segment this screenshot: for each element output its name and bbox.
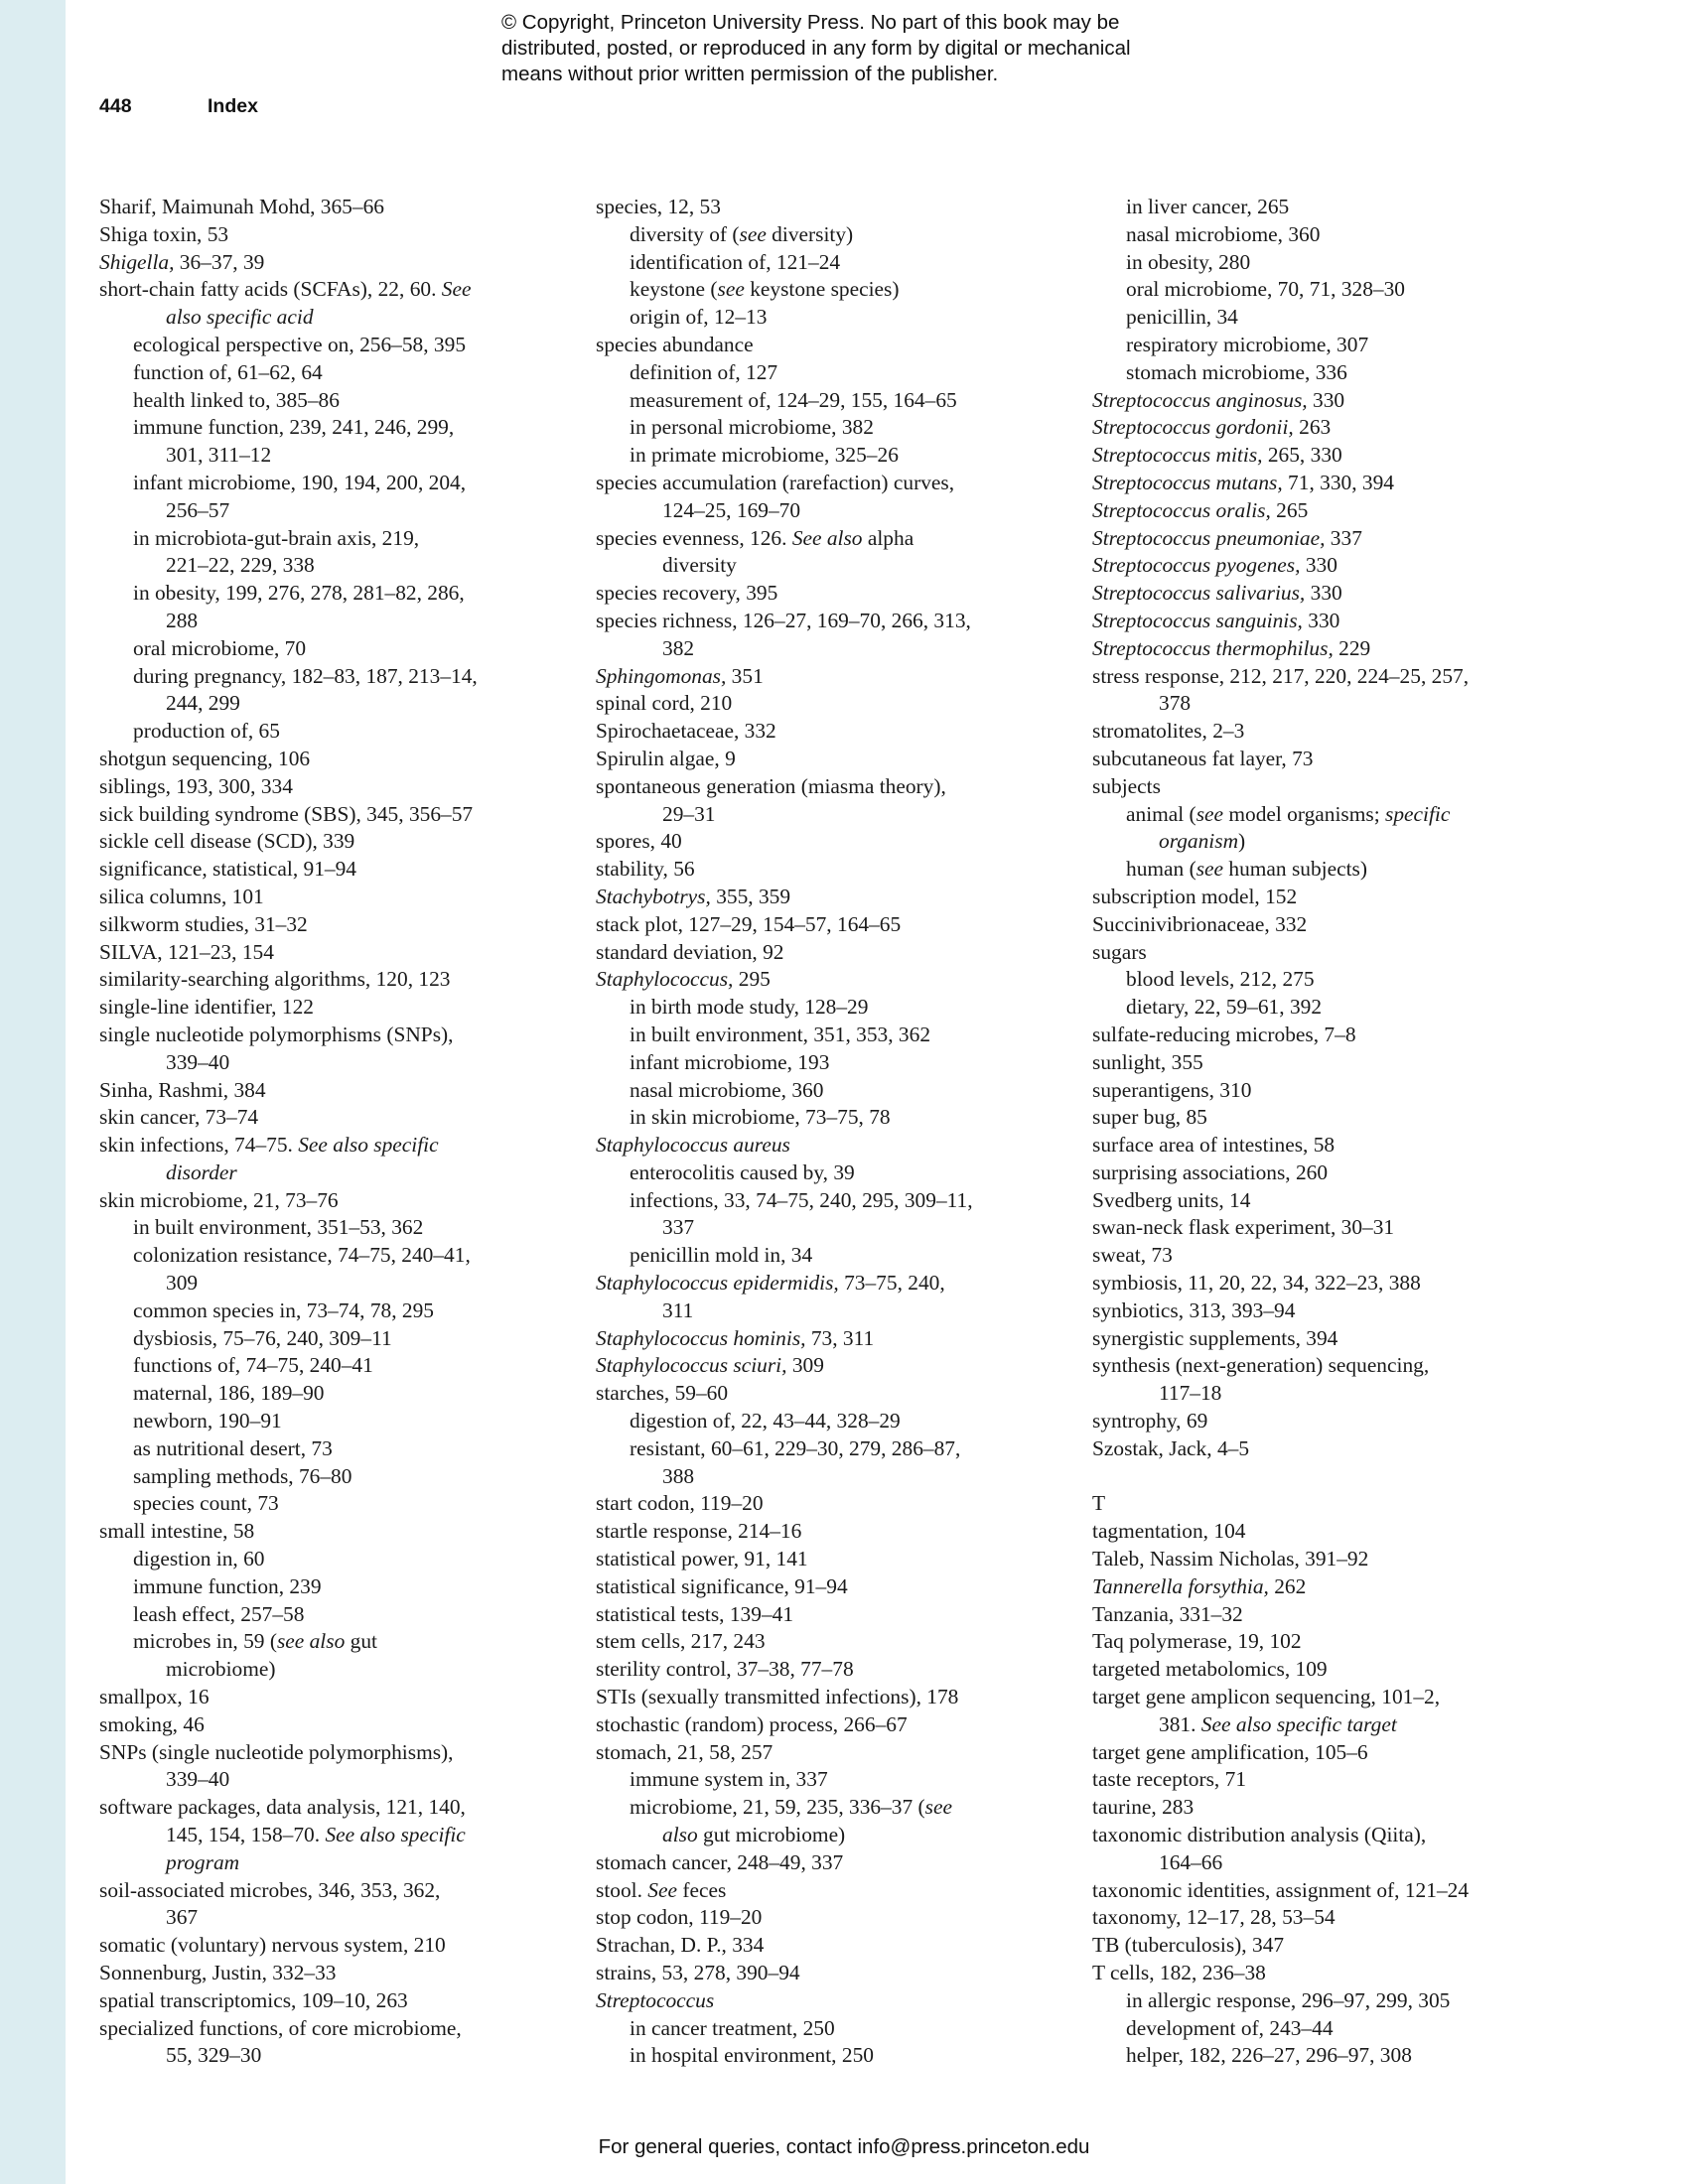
- blank-line: [1092, 1463, 1609, 1491]
- index-entry: stomach, 21, 58, 257: [596, 1739, 774, 1764]
- page-side-strip: [0, 0, 66, 2184]
- copyright-line: distributed, posted, or reproduced in any form by digital or mechanical: [501, 37, 1131, 60]
- index-continuation: 145, 154, 158–70. See also specific: [166, 1823, 466, 1847]
- index-subentry: in microbiota-gut-brain axis, 219,: [133, 525, 420, 550]
- index-subentry: digestion of, 22, 43–44, 328–29: [630, 1409, 901, 1433]
- index-continuation: 382: [662, 635, 695, 660]
- index-entry: Sonnenburg, Justin, 332–33: [99, 1961, 337, 1984]
- index-subentry: in built environment, 351–53, 362: [133, 1215, 424, 1240]
- index-entry: Taq polymerase, 19, 102: [1092, 1629, 1302, 1654]
- index-entry: Staphylococcus, 295: [596, 967, 771, 992]
- index-entry: smoking, 46: [99, 1711, 205, 1736]
- index-entry: Svedberg units, 14: [1092, 1187, 1251, 1212]
- index-entry: sick building syndrome (SBS), 345, 356–57: [99, 801, 474, 826]
- section-title: Index: [208, 95, 258, 117]
- index-entry: surprising associations, 260: [1092, 1160, 1329, 1184]
- copyright-notice: [501, 10, 1256, 87]
- index-entry: Streptococcus mitis, 265, 330: [1092, 443, 1342, 468]
- index-entry: Shigella, 36–37, 39: [99, 249, 265, 274]
- index-subentry: penicillin mold in, 34: [630, 1243, 813, 1268]
- index-entry: skin infections, 74–75. See also specific: [99, 1133, 439, 1158]
- index-entry: stability, 56: [596, 857, 695, 882]
- copyright-line: means without prior written permission of the publisher.: [501, 63, 999, 85]
- index-entry: spontaneous generation (miasma theory),: [596, 773, 946, 798]
- index-entry: species richness, 126–27, 169–70, 266, 313,: [596, 608, 971, 632]
- index-entry: statistical significance, 91–94: [596, 1573, 848, 1598]
- index-entry: Taleb, Nassim Nicholas, 391–92: [1092, 1547, 1369, 1571]
- index-continuation: 256–57: [166, 497, 230, 522]
- index-entry: Tanzania, 331–32: [1092, 1601, 1243, 1626]
- index-entry: single-line identifier, 122: [99, 995, 314, 1020]
- index-subentry: function of, 61–62, 64: [133, 359, 323, 384]
- index-column-3: [1092, 194, 1609, 2070]
- footer-note: [0, 2135, 1688, 2159]
- index-entry: Streptococcus anginosus, 330: [1092, 387, 1345, 412]
- index-entry: siblings, 193, 300, 334: [99, 773, 293, 798]
- index-entry: Streptococcus: [596, 1987, 715, 2012]
- index-continuation: program: [166, 1849, 240, 1874]
- running-head: [99, 95, 258, 118]
- index-continuation: 301, 311–12: [166, 443, 272, 468]
- index-entry: Streptococcus mutans, 71, 330, 394: [1092, 470, 1395, 494]
- index-entry: strains, 53, 278, 390–94: [596, 1961, 800, 1984]
- index-entry: smallpox, 16: [99, 1685, 210, 1709]
- index-subentry: respiratory microbiome, 307: [1126, 332, 1369, 356]
- index-entry: silica columns, 101: [99, 884, 264, 908]
- index-entry: single nucleotide polymorphisms (SNPs),: [99, 1022, 454, 1046]
- index-entry: subcutaneous fat layer, 73: [1092, 746, 1314, 770]
- index-subentry: microbes in, 59 (see also gut: [133, 1629, 377, 1654]
- index-subentry: oral microbiome, 70, 71, 328–30: [1126, 277, 1406, 302]
- index-entry: taxonomy, 12–17, 28, 53–54: [1092, 1905, 1336, 1930]
- index-continuation: 339–40: [166, 1049, 230, 1074]
- index-entry: Streptococcus oralis, 265: [1092, 497, 1309, 522]
- index-entry: super bug, 85: [1092, 1105, 1207, 1130]
- index-continuation: 378: [1159, 691, 1192, 716]
- page-number: 448: [99, 95, 132, 117]
- index-column-1: [99, 194, 616, 2070]
- index-entry: Strachan, D. P., 334: [596, 1933, 765, 1958]
- index-entry: somatic (voluntary) nervous system, 210: [99, 1933, 446, 1958]
- index-entry: Staphylococcus epidermidis, 73–75, 240,: [596, 1271, 945, 1296]
- index-entry: superantigens, 310: [1092, 1077, 1252, 1102]
- index-entry: statistical tests, 139–41: [596, 1601, 794, 1626]
- index-subentry: nasal microbiome, 360: [1126, 221, 1321, 246]
- index-subentry: oral microbiome, 70: [133, 635, 307, 660]
- copyright-line: © Copyright, Princeton University Press. No part of this book may be: [501, 11, 1120, 34]
- index-continuation: 367: [166, 1905, 199, 1930]
- index-entry: syntrophy, 69: [1092, 1409, 1208, 1433]
- index-entry: silkworm studies, 31–32: [99, 911, 308, 936]
- index-entry: SILVA, 121–23, 154: [99, 939, 274, 964]
- index-entry: Streptococcus pneumoniae, 337: [1092, 525, 1362, 550]
- index-subentry: colonization resistance, 74–75, 240–41,: [133, 1243, 471, 1268]
- index-entry: Stachybotrys, 355, 359: [596, 884, 791, 908]
- index-entry: STIs (sexually transmitted infections), 178: [596, 1685, 959, 1709]
- index-entry: species accumulation (rarefaction) curves,: [596, 470, 955, 494]
- index-subentry: in obesity, 199, 276, 278, 281–82, 286,: [133, 581, 465, 606]
- index-entry: sugars: [1092, 939, 1147, 964]
- index-entry: specialized functions, of core microbiome,: [99, 2015, 462, 2040]
- index-entry: statistical power, 91, 141: [596, 1547, 808, 1571]
- index-subentry: health linked to, 385–86: [133, 387, 340, 412]
- index-subentry: newborn, 190–91: [133, 1409, 282, 1433]
- index-entry: startle response, 214–16: [596, 1519, 802, 1544]
- index-subentry: in cancer treatment, 250: [630, 2015, 835, 2040]
- index-entry: spatial transcriptomics, 109–10, 263: [99, 1987, 408, 2012]
- index-entry: synbiotics, 313, 393–94: [1092, 1297, 1296, 1322]
- index-entry: Szostak, Jack, 4–5: [1092, 1435, 1250, 1460]
- index-subentry: origin of, 12–13: [630, 305, 768, 330]
- index-subentry: infant microbiome, 193: [630, 1049, 830, 1074]
- index-subentry: in personal microbiome, 382: [630, 415, 874, 440]
- index-entry: surface area of intestines, 58: [1092, 1133, 1336, 1158]
- index-continuation: also gut microbiome): [662, 1823, 846, 1847]
- index-subentry: species count, 73: [133, 1491, 279, 1516]
- index-subentry: identification of, 121–24: [630, 249, 841, 274]
- index-entry: SNPs (single nucleotide polymorphisms),: [99, 1739, 454, 1764]
- index-continuation: microbiome): [166, 1657, 276, 1682]
- index-continuation: 221–22, 229, 338: [166, 553, 315, 578]
- index-continuation: diversity: [662, 553, 737, 578]
- index-entry: Staphylococcus hominis, 73, 311: [596, 1325, 875, 1350]
- index-subentry: functions of, 74–75, 240–41: [133, 1353, 373, 1378]
- index-continuation: 311: [662, 1297, 694, 1322]
- index-continuation: 164–66: [1159, 1849, 1223, 1874]
- index-entry: taxonomic identities, assignment of, 121–24: [1092, 1877, 1470, 1902]
- index-entry: species evenness, 126. See also alpha: [596, 525, 914, 550]
- index-entry: Streptococcus sanguinis, 330: [1092, 608, 1340, 632]
- index-entry: Streptococcus pyogenes, 330: [1092, 553, 1337, 578]
- index-entry: Sinha, Rashmi, 384: [99, 1077, 266, 1102]
- index-entry: taxonomic distribution analysis (Qiita),: [1092, 1823, 1427, 1847]
- index-entry: species abundance: [596, 332, 754, 356]
- index-entry: soil-associated microbes, 346, 353, 362,: [99, 1877, 441, 1902]
- index-subentry: maternal, 186, 189–90: [133, 1381, 325, 1406]
- index-entry: significance, statistical, 91–94: [99, 857, 356, 882]
- index-subentry: resistant, 60–61, 229–30, 279, 286–87,: [630, 1435, 961, 1460]
- index-entry: stochastic (random) process, 266–67: [596, 1711, 908, 1736]
- index-entry: shotgun sequencing, 106: [99, 746, 311, 770]
- index-subentry: infections, 33, 74–75, 240, 295, 309–11,: [630, 1187, 973, 1212]
- index-continuation: disorder: [166, 1160, 237, 1184]
- index-continuation: organism): [1159, 829, 1246, 854]
- index-subentry: in birth mode study, 128–29: [630, 995, 869, 1020]
- index-subentry: in liver cancer, 265: [1126, 195, 1290, 218]
- index-entry: short-chain fatty acids (SCFAs), 22, 60. See: [99, 277, 472, 302]
- index-continuation: also specific acid: [166, 305, 314, 330]
- index-subentry: in hospital environment, 250: [630, 2043, 874, 2068]
- index-entry: start codon, 119–20: [596, 1491, 764, 1516]
- index-continuation: 388: [662, 1463, 695, 1488]
- index-subentry: sampling methods, 76–80: [133, 1463, 352, 1488]
- index-subentry: ecological perspective on, 256–58, 395: [133, 332, 467, 356]
- index-entry: Staphylococcus aureus: [596, 1133, 790, 1158]
- index-entry: subscription model, 152: [1092, 884, 1298, 908]
- index-entry: taste receptors, 71: [1092, 1767, 1247, 1792]
- index-entry: sterility control, 37–38, 77–78: [596, 1657, 854, 1682]
- index-subentry: helper, 182, 226–27, 296–97, 308: [1126, 2043, 1412, 2068]
- index-subentry: enterocolitis caused by, 39: [630, 1160, 855, 1184]
- index-subentry: in primate microbiome, 325–26: [630, 443, 899, 468]
- index-subentry: immune function, 239, 241, 246, 299,: [133, 415, 455, 440]
- index-entry: Tannerella forsythia, 262: [1092, 1573, 1307, 1598]
- index-entry: symbiosis, 11, 20, 22, 34, 322–23, 388: [1092, 1271, 1421, 1296]
- index-entry: Streptococcus gordonii, 263: [1092, 415, 1332, 440]
- index-entry: stem cells, 217, 243: [596, 1629, 766, 1654]
- index-entry: TB (tuberculosis), 347: [1092, 1933, 1285, 1958]
- index-entry: subjects: [1092, 773, 1161, 798]
- index-entry: stool. See feces: [596, 1877, 727, 1902]
- index-continuation: 339–40: [166, 1767, 230, 1792]
- index-entry: sweat, 73: [1092, 1243, 1173, 1268]
- index-continuation: 55, 329–30: [166, 2043, 262, 2068]
- index-entry: Spirulin algae, 9: [596, 746, 736, 770]
- index-entry: sulfate-reducing microbes, 7–8: [1092, 1022, 1356, 1046]
- index-subentry: in built environment, 351, 353, 362: [630, 1022, 931, 1046]
- index-subentry: penicillin, 34: [1126, 305, 1238, 330]
- index-subentry: nasal microbiome, 360: [630, 1077, 824, 1102]
- index-subentry: measurement of, 124–29, 155, 164–65: [630, 387, 957, 412]
- index-entry: spinal cord, 210: [596, 691, 733, 716]
- index-entry: Sphingomonas, 351: [596, 663, 764, 688]
- index-subentry: common species in, 73–74, 78, 295: [133, 1297, 434, 1322]
- index-entry: sickle cell disease (SCD), 339: [99, 829, 355, 854]
- index-entry: skin microbiome, 21, 73–76: [99, 1187, 339, 1212]
- index-continuation: 244, 299: [166, 691, 240, 716]
- index-entry: taurine, 283: [1092, 1795, 1195, 1820]
- index-subentry: leash effect, 257–58: [133, 1601, 305, 1626]
- index-entry: species recovery, 395: [596, 581, 778, 606]
- index-subentry: immune function, 239: [133, 1573, 322, 1598]
- index-continuation: 337: [662, 1215, 695, 1240]
- index-entry: swan-neck flask experiment, 30–31: [1092, 1215, 1395, 1240]
- footer-text: For general queries, contact info@press.princeton.edu: [598, 2135, 1090, 2158]
- index-subentry: in allergic response, 296–97, 299, 305: [1126, 1987, 1451, 2012]
- index-subentry: stomach microbiome, 336: [1126, 359, 1347, 384]
- index-subentry: diversity of (see diversity): [630, 221, 854, 246]
- index-entry: Sharif, Maimunah Mohd, 365–66: [99, 195, 384, 218]
- index-entry: software packages, data analysis, 121, 140,: [99, 1795, 466, 1820]
- index-subentry: digestion in, 60: [133, 1547, 265, 1571]
- index-entry: target gene amplification, 105–6: [1092, 1739, 1368, 1764]
- index-entry: species, 12, 53: [596, 195, 721, 218]
- index-entry: Streptococcus thermophilus, 229: [1092, 635, 1371, 660]
- index-entry: tagmentation, 104: [1092, 1519, 1246, 1544]
- index-entry: sunlight, 355: [1092, 1049, 1203, 1074]
- index-entry: stack plot, 127–29, 154–57, 164–65: [596, 911, 902, 936]
- index-entry: target gene amplicon sequencing, 101–2,: [1092, 1685, 1441, 1709]
- index-entry: targeted metabolomics, 109: [1092, 1657, 1328, 1682]
- index-subentry: development of, 243–44: [1126, 2015, 1334, 2040]
- index-subentry: microbiome, 21, 59, 235, 336–37 (see: [630, 1795, 952, 1820]
- index-entry: synthesis (next-generation) sequencing,: [1092, 1353, 1430, 1378]
- index-entry: stop codon, 119–20: [596, 1905, 763, 1930]
- index-continuation: 381. See also specific target: [1159, 1711, 1397, 1736]
- index-entry: similarity-searching algorithms, 120, 123: [99, 967, 451, 992]
- index-subentry: as nutritional desert, 73: [133, 1435, 333, 1460]
- index-entry: stress response, 212, 217, 220, 224–25, 257,: [1092, 663, 1470, 688]
- index-subentry: production of, 65: [133, 719, 280, 744]
- index-subentry: blood levels, 212, 275: [1126, 967, 1315, 992]
- index-entry: Streptococcus salivarius, 330: [1092, 581, 1342, 606]
- index-subentry: human (see human subjects): [1126, 857, 1367, 882]
- index-subentry: during pregnancy, 182–83, 187, 213–14,: [133, 663, 478, 688]
- index-entry: stomach cancer, 248–49, 337: [596, 1849, 844, 1874]
- index-continuation: 29–31: [662, 801, 716, 826]
- index-entry: stromatolites, 2–3: [1092, 719, 1245, 744]
- index-subentry: animal (see model organisms; specific: [1126, 801, 1451, 826]
- index-subentry: in skin microbiome, 73–75, 78: [630, 1105, 891, 1130]
- index-entry: standard deviation, 92: [596, 939, 784, 964]
- index-continuation: 124–25, 169–70: [662, 497, 801, 522]
- index-entry: Shiga toxin, 53: [99, 221, 229, 246]
- index-entry: spores, 40: [596, 829, 682, 854]
- index-subentry: immune system in, 337: [630, 1767, 828, 1792]
- index-subentry: definition of, 127: [630, 359, 778, 384]
- index-entry: T: [1092, 1491, 1106, 1516]
- index-subentry: dysbiosis, 75–76, 240, 309–11: [133, 1325, 392, 1350]
- index-column-2: [596, 194, 1112, 2070]
- index-entry: small intestine, 58: [99, 1519, 255, 1544]
- index-entry: Spirochaetaceae, 332: [596, 719, 776, 744]
- index-entry: Staphylococcus sciuri, 309: [596, 1353, 824, 1378]
- index-entry: starches, 59–60: [596, 1381, 729, 1406]
- index-subentry: infant microbiome, 190, 194, 200, 204,: [133, 470, 467, 494]
- index-entry: T cells, 182, 236–38: [1092, 1961, 1266, 1984]
- index-continuation: 309: [166, 1271, 199, 1296]
- index-entry: synergistic supplements, 394: [1092, 1325, 1338, 1350]
- index-subentry: in obesity, 280: [1126, 249, 1251, 274]
- index-entry: Succinivibrionaceae, 332: [1092, 911, 1308, 936]
- index-subentry: keystone (see keystone species): [630, 277, 900, 302]
- index-continuation: 117–18: [1159, 1381, 1222, 1406]
- index-subentry: dietary, 22, 59–61, 392: [1126, 995, 1323, 1020]
- index-continuation: 288: [166, 608, 199, 632]
- index-entry: skin cancer, 73–74: [99, 1105, 259, 1130]
